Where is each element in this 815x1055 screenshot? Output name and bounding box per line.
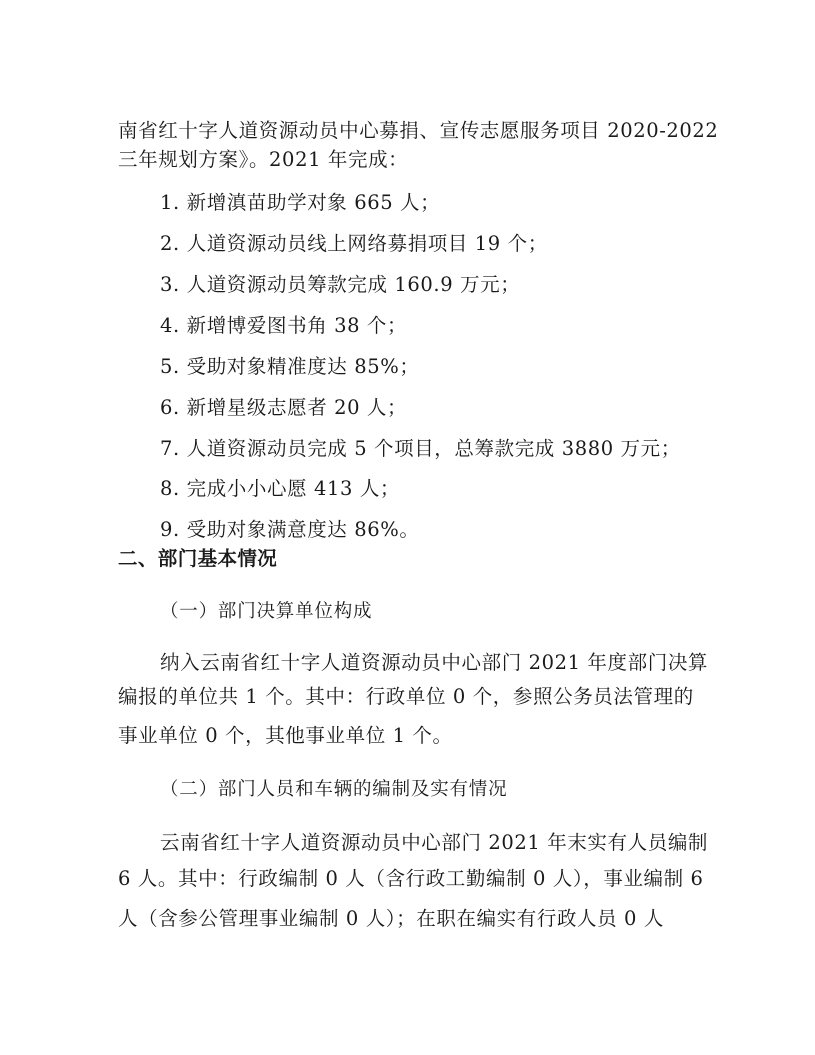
paragraph-line: 编报的单位共 1 个。其中：行政单位 0 个，参照公务员法管理的 (118, 685, 694, 708)
list-item: 1. 新增滇苗助学对象 665 人； (160, 191, 441, 214)
paragraph-line: 云南省红十字人道资源动员中心部门 2021 年末实有人员编制 (160, 831, 709, 854)
list-item: 2. 人道资源动员线上网络募捐项目 19 个； (160, 232, 548, 255)
paragraph-line: 6 人。其中：行政编制 0 人（含行政工勤编制 0 人），事业编制 6 (118, 867, 704, 890)
paragraph-line: 纳入云南省红十字人道资源动员中心部门 2021 年度部门决算 (160, 651, 709, 674)
intro-line-2: 三年规划方案》。2021 年完成： (118, 148, 409, 171)
list-item: 5. 受助对象精准度达 85%； (160, 355, 420, 378)
list-item: 8. 完成小小心愿 413 人； (160, 477, 401, 500)
subsection-heading: （一）部门决算单位构成 (160, 601, 373, 622)
paragraph-line: 事业单位 0 个，其他事业单位 1 个。 (118, 724, 453, 747)
list-item: 3. 人道资源动员筹款完成 160.9 万元； (160, 273, 521, 296)
subsection-heading: （二）部门人员和车辆的编制及实有情况 (160, 779, 508, 800)
list-item: 9. 受助对象满意度达 86%。 (160, 518, 420, 541)
list-item: 6. 新增星级志愿者 20 人； (160, 396, 408, 419)
list-item: 4. 新增博爱图书角 38 个； (160, 314, 408, 337)
list-item: 7. 人道资源动员完成 5 个项目，总筹款完成 3880 万元； (160, 437, 681, 460)
intro-line-1: 南省红十字人道资源动员中心募捐、宣传志愿服务项目 2020-2022 (118, 119, 719, 142)
paragraph-line: 人（含参公管理事业编制 0 人）；在职在编实有行政人员 0 人 (118, 907, 664, 930)
section-heading: 二、部门基本情况 (118, 547, 278, 570)
